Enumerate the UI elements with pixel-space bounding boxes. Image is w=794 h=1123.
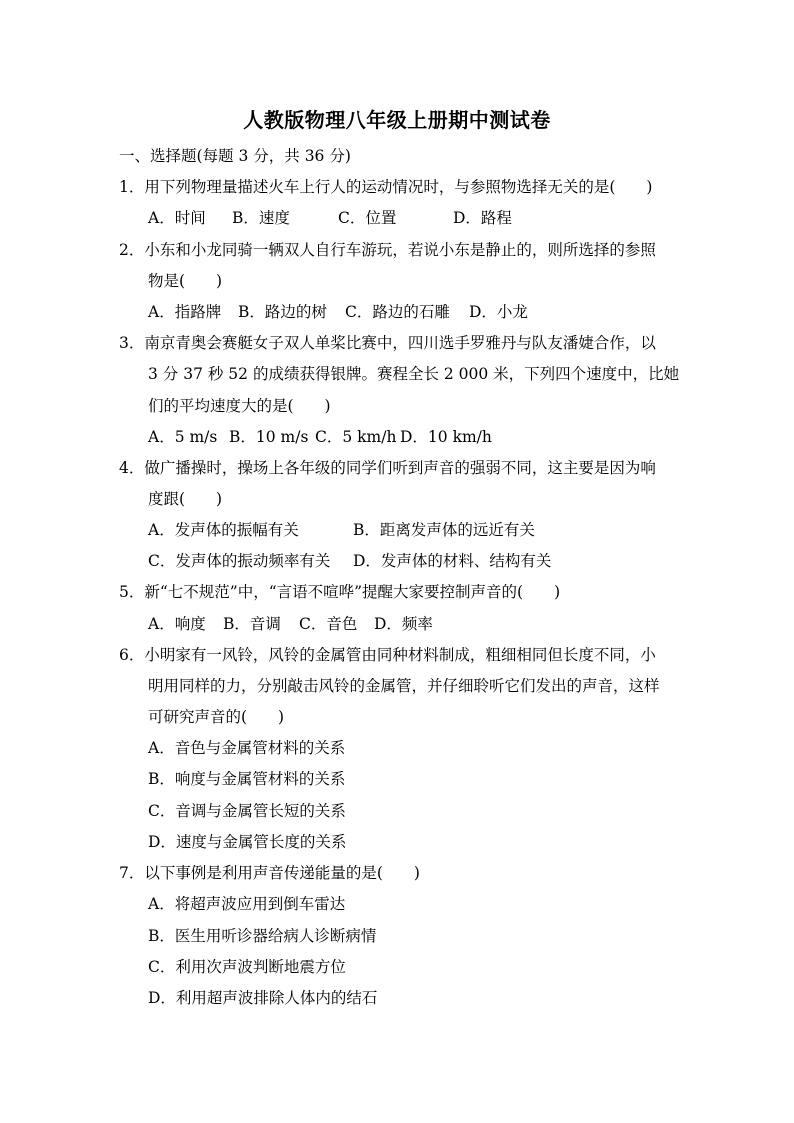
- question-1-option-d: D．路程: [453, 209, 512, 227]
- question-3-stem-line-3: 们的平均速度大的是( ): [148, 397, 331, 415]
- section-heading: 一、选择题(每题 3 分，共 36 分): [119, 147, 351, 165]
- question-1-option-c: C．位置: [338, 209, 397, 227]
- question-5-option-a: A．响度: [148, 615, 206, 633]
- question-7-option-b: B．医生用听诊器给病人诊断病情: [148, 927, 377, 945]
- question-3-option-c: C．5 km/h: [315, 428, 397, 446]
- question-4-option-c: C．发声体的振动频率有关: [148, 552, 331, 570]
- question-7-stem: 7．以下事例是利用声音传递能量的是( ): [119, 864, 420, 882]
- question-2-stem-line-1: 2．小东和小龙同骑一辆双人自行车游玩，若说小东是静止的，则所选择的参照: [119, 241, 656, 259]
- question-7-option-d: D．利用超声波排除人体内的结石: [148, 989, 378, 1007]
- question-1-stem: 1．用下列物理量描述火车上行人的运动情况时，与参照物选择无关的是( ): [119, 178, 653, 196]
- page-title: 人教版物理八年级上册期中测试卷: [243, 108, 551, 132]
- question-3-option-b: B．10 m/s: [229, 428, 309, 446]
- question-6-option-d: D．速度与金属管长度的关系: [148, 833, 347, 851]
- question-4-stem-line-2: 度跟( ): [148, 490, 223, 508]
- question-5-option-c: C．音色: [299, 615, 358, 633]
- question-2-stem-line-2: 物是( ): [148, 272, 223, 290]
- question-6-stem-line-2: 明用同样的力，分别敲击风铃的金属管，并仔细聆听它们发出的声音，这样: [148, 677, 660, 695]
- question-5-stem: 5．新“七不规范”中，“言语不喧哗”提醒大家要控制声音的( ): [119, 583, 561, 601]
- question-2-option-a: A．指路牌: [148, 303, 222, 321]
- question-5-option-b: B．音调: [223, 615, 281, 633]
- question-6-stem-line-1: 6．小明家有一风铃，风铃的金属管由同种材料制成，粗细相同但长度不同，小: [119, 646, 656, 664]
- question-4-option-d: D．发声体的材料、结构有关: [353, 552, 552, 570]
- question-4-stem-line-1: 4．做广播操时，操场上各年级的同学们听到声音的强弱不同，这主要是因为响: [119, 459, 656, 477]
- question-3-option-a: A．5 m/s: [148, 428, 218, 446]
- question-6-option-b: B．响度与金属管材料的关系: [148, 770, 346, 788]
- question-3-stem-line-1: 3．南京青奥会赛艇女子双人单桨比赛中，四川选手罗雅丹与队友潘婕合作，以: [119, 334, 656, 352]
- question-3-stem-line-2: 3 分 37 秒 52 的成绩获得银牌。赛程全长 2 000 米，下列四个速度中，比她: [148, 365, 680, 383]
- question-7-option-c: C．利用次声波判断地震方位: [148, 958, 346, 976]
- question-6-option-c: C．音调与金属管长短的关系: [148, 802, 346, 820]
- question-1-option-a: A．时间: [148, 209, 206, 227]
- question-4-option-b: B．距离发声体的远近有关: [353, 521, 535, 539]
- question-5-option-d: D．频率: [374, 615, 433, 633]
- question-2-option-b: B．路边的树: [238, 303, 327, 321]
- question-4-option-a: A．发声体的振幅有关: [148, 521, 299, 539]
- question-6-option-a: A．音色与金属管材料的关系: [148, 739, 346, 757]
- question-2-option-d: D．小龙: [469, 303, 528, 321]
- question-1-option-b: B．速度: [232, 209, 290, 227]
- question-6-stem-line-3: 可研究声音的( ): [148, 708, 285, 726]
- question-7-option-a: A．将超声波应用到倒车雷达: [148, 895, 346, 913]
- question-3-option-d: D．10 km/h: [400, 428, 492, 446]
- question-2-option-c: C．路边的石雕: [345, 303, 450, 321]
